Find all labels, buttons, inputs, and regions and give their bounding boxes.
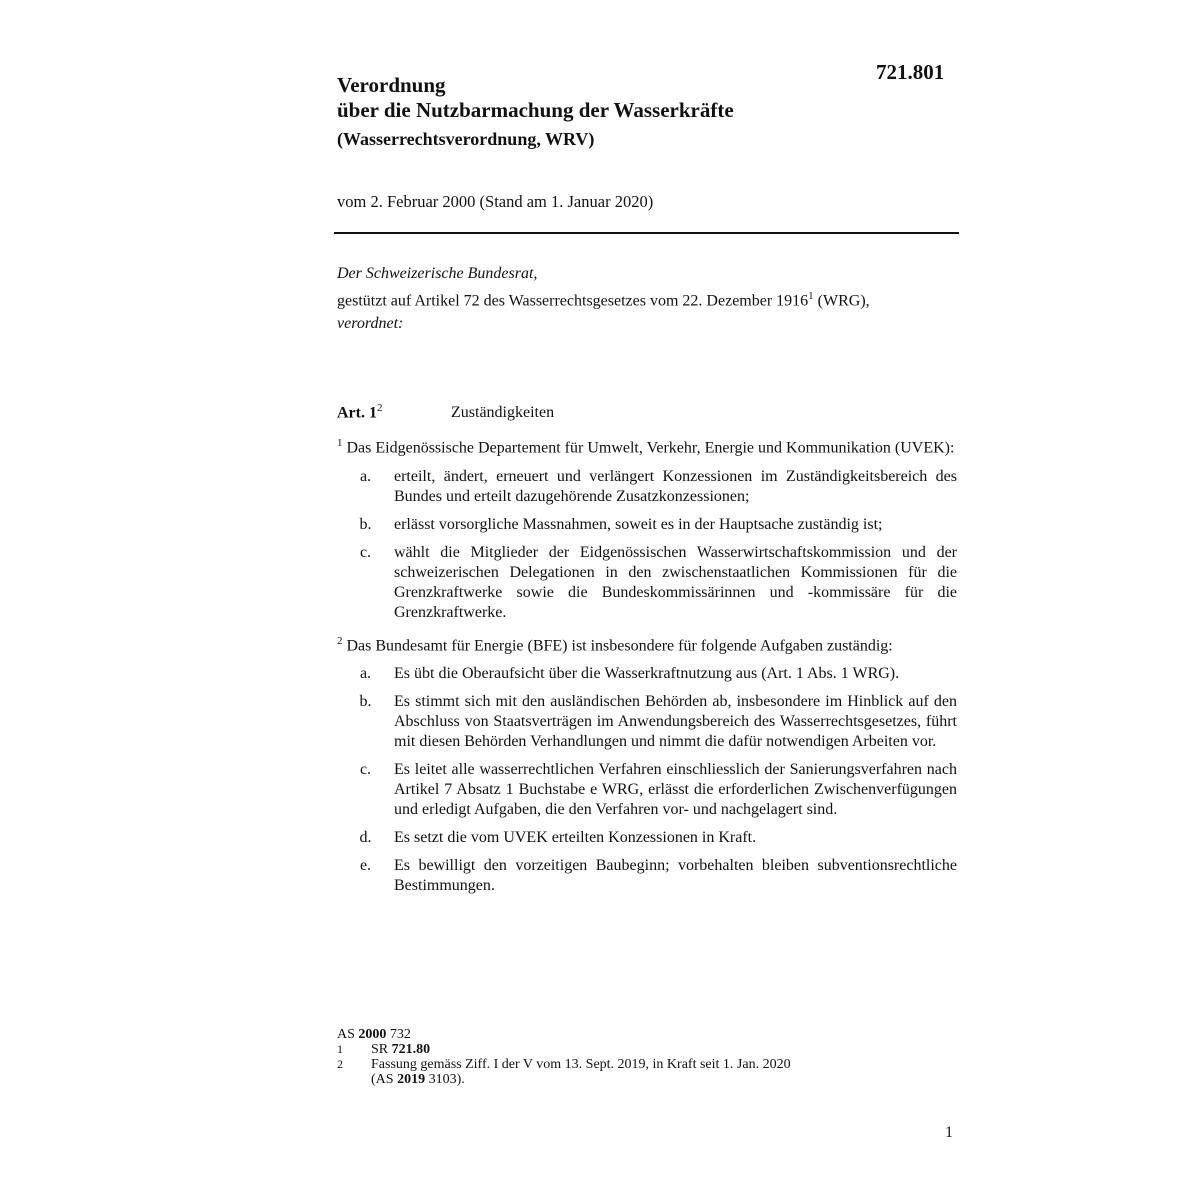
- item-text: Es stimmt sich mit den ausländischen Behörden ab, insbesondere im Hinblick auf den Abschluss von Staatsverträgen im Anwendungsbereich des Wasserrechtsgesetzes, führt mit diesen Behörden Verhandlungen und nimmt die dafür notwendigen Arbeiten vor.: [394, 692, 957, 750]
- article-heading: [337, 398, 957, 423]
- item-letter: a.: [359, 664, 372, 682]
- footnote-2: [337, 1057, 957, 1087]
- preamble-decree: verordnet:: [337, 315, 404, 333]
- footnote-text: [371, 1042, 957, 1057]
- item-text: Es setzt die vom UVEK erteilten Konzessionen in Kraft.: [394, 828, 757, 846]
- item-letter: e.: [359, 856, 372, 874]
- date-line: vom 2. Februar 2000 (Stand am 1. Januar 2020): [337, 192, 654, 211]
- list-item: [337, 828, 957, 848]
- paragraph-intro: Das Bundesamt für Energie (BFE) ist insbesondere für folgende Aufgaben zuständig:: [346, 636, 893, 654]
- footnote-prefix: SR: [371, 1042, 392, 1057]
- item-text: Es leitet alle wasserrechtlichen Verfahren einschliesslich der Sanierungsverfahren nach Artikel 7 Absatz 1 Buchstabe e WRG, erlässt die erforderlichen Zwischenverfügungen und erledigt Aufgaben, die den Verfahren vor- und nachgelagert sind.: [394, 760, 957, 818]
- as-page: 732: [386, 1027, 411, 1042]
- as-prefix: AS: [337, 1027, 359, 1042]
- footnote-sr-number: 721.80: [391, 1042, 431, 1057]
- item-list: [337, 664, 957, 896]
- page-number: 1: [945, 1124, 953, 1141]
- item-letter: b.: [359, 692, 372, 710]
- list-item: [337, 467, 957, 507]
- item-text: erteilt, ändert, erneuert und verlängert Konzessionen im Zuständigkeitsbereich des Bundes und erteilt dazugehörende Zusatzkonzessionen;: [394, 467, 957, 505]
- footnote-line-2-year: 2019: [397, 1072, 426, 1087]
- title-line-1: Verordnung: [337, 73, 446, 97]
- title-line-2: über die Nutzbarmachung der Wasserkräfte: [337, 98, 734, 122]
- footnote-1: [337, 1042, 957, 1057]
- item-text: Es übt die Oberaufsicht über die Wasserkraftnutzung aus (Art. 1 Abs. 1 WRG).: [394, 664, 900, 682]
- article-title: Zuständigkeiten: [451, 404, 555, 422]
- item-letter: a.: [359, 467, 372, 485]
- as-year: 2000: [358, 1027, 387, 1042]
- item-text: wählt die Mitglieder der Eidgenössischen Wasserwirtschaftskommission und der schweizerischen Delegationen in den zwischenstaatlichen Kommissionen für die Grenzkraftwerke sowie die Bundeskommissärinnen und -kommissäre für die Grenzkraftwerke.: [394, 543, 957, 621]
- paragraph-1: [337, 433, 957, 458]
- item-list: [337, 467, 957, 623]
- document-title: [337, 73, 734, 123]
- footnote-ref-1[interactable]: 1: [808, 290, 814, 302]
- item-text: Es bewilligt den vorzeitigen Baubeginn; vorbehalten bleiben subventionsrechtliche Bestimmungen.: [394, 856, 957, 894]
- paragraph-number: 1: [337, 437, 343, 450]
- list-item: [337, 515, 957, 535]
- preamble-authority: Der Schweizerische Bundesrat,: [337, 265, 538, 282]
- article-1: [337, 398, 957, 904]
- footnotes: [337, 1027, 957, 1087]
- document-subtitle: (Wasserrechtsverordnung, WRV): [337, 129, 595, 149]
- sr-number: 721.801: [876, 60, 945, 84]
- header-divider: [334, 232, 959, 234]
- footnote-number: 1: [337, 1042, 343, 1056]
- footnote-line-2-prefix: (AS: [371, 1072, 398, 1087]
- item-letter: b.: [359, 515, 372, 533]
- item-text: erlässt vorsorgliche Massnahmen, soweit es in der Hauptsache zuständig ist;: [394, 515, 883, 533]
- paragraph-number: 2: [337, 634, 343, 647]
- article-number-text: Art. 1: [337, 404, 377, 422]
- paragraph-intro: Das Eidgenössische Departement für Umwelt, Verkehr, Energie und Kommunikation (UVEK):: [346, 439, 955, 457]
- list-item: [337, 760, 957, 820]
- footnote-ref-2[interactable]: 2: [376, 402, 383, 414]
- list-item: [337, 543, 957, 623]
- preamble: [337, 262, 959, 335]
- item-letter: c.: [359, 543, 372, 561]
- footnote-line-1: Fassung gemäss Ziff. I der V vom 13. Sept. 2019, in Kraft seit 1. Jan. 2020: [371, 1057, 791, 1072]
- preamble-basis-tail: (WRG),: [813, 292, 870, 310]
- footnote-line-2-rest: 3103).: [425, 1072, 465, 1087]
- footnote-text: [371, 1057, 957, 1087]
- list-item: [337, 664, 957, 684]
- paragraph-2: [337, 631, 957, 656]
- item-letter: c.: [359, 760, 372, 778]
- list-item: [337, 856, 957, 896]
- footnote-number: 2: [337, 1057, 343, 1071]
- official-collection-ref: [337, 1027, 957, 1042]
- list-item: [337, 692, 957, 752]
- preamble-basis-text: gestützt auf Artikel 72 des Wasserrechtsgesetzes vom 22. Dezember 1916: [337, 292, 809, 310]
- preamble-basis: [337, 285, 959, 312]
- item-letter: d.: [359, 828, 372, 846]
- article-number: [337, 398, 451, 423]
